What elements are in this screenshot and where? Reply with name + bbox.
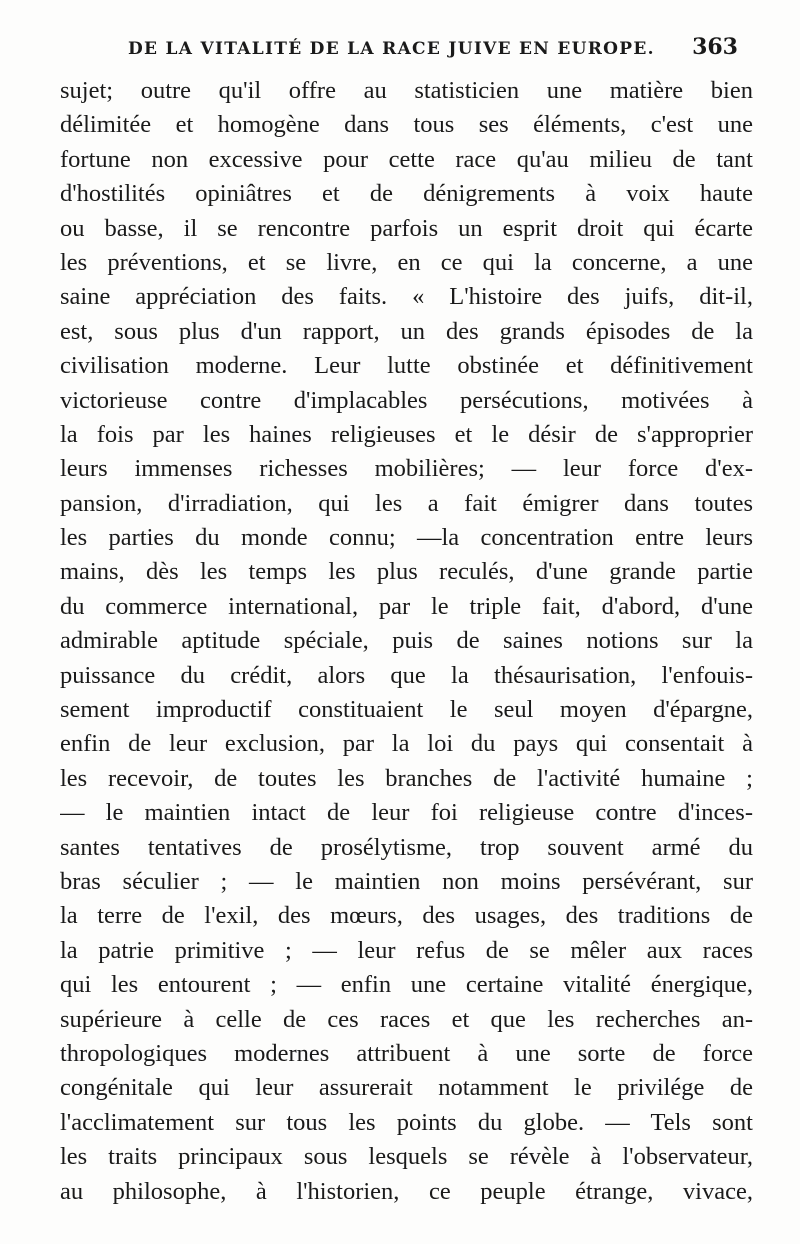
running-title: DE LA VITALITÉ DE LA RACE JUIVE EN EUROPE. (128, 39, 655, 59)
text-line: santes tentatives de prosélytisme, trop souvent armé du (60, 833, 753, 861)
text-line: ou basse, il se rencontre parfois un esprit droit qui écarte (60, 214, 753, 242)
text-line: puissance du crédit, alors que la thésaurisation, l'enfouis- (60, 661, 753, 689)
text-line: supérieure à celle de ces races et que les recherches an- (60, 1005, 753, 1033)
text-line: qui les entourent ; — enfin une certaine vitalité énergique, (60, 971, 753, 999)
text-line: les préventions, et se livre, en ce qui la concerne, a une (60, 248, 753, 276)
text-line: admirable aptitude spéciale, puis de saines notions sur la (60, 627, 753, 655)
text-line: sement improductif constituaient le seul moyen d'épargne, (60, 696, 753, 724)
text-line: victorieuse contre d'implacables persécutions, motivées à (60, 386, 753, 414)
text-line: leurs immenses richesses mobilières; — leur force d'ex- (60, 455, 753, 483)
text-line: sujet; outre qu'il offre au statisticien une matière bien (60, 77, 753, 104)
text-line: — le maintien intact de leur foi religieuse contre d'inces- (60, 799, 753, 827)
text-line: thropologiques modernes attribuent à une sorte de force (60, 1039, 753, 1067)
page-number: 363 (692, 34, 738, 60)
text-line: d'hostilités opiniâtres et de dénigrements à voix haute (60, 180, 753, 208)
text-line: bras séculier ; — le maintien non moins persévérant, sur (60, 867, 753, 895)
text-line: la terre de l'exil, des mœurs, des usages, des traditions de (60, 902, 753, 930)
text-line: les traits principaux sous lesquels se révèle à l'observateur, (60, 1143, 753, 1171)
text-line: la patrie primitive ; — leur refus de se mêler aux races (60, 936, 753, 964)
text-line: congénitale qui leur assurerait notamment le privilége de (60, 1074, 753, 1102)
text-line: les parties du monde connu; —la concentration entre leurs (60, 524, 753, 552)
text-line: du commerce international, par le triple fait, d'abord, d'une (60, 592, 753, 620)
text-line: au philosophe, à l'historien, ce peuple étrange, vivace, (60, 1177, 753, 1205)
text-line: les recevoir, de toutes les branches de l'activité humaine ; (60, 764, 753, 792)
text-line: mains, dès les temps les plus reculés, d'une grande partie (60, 558, 753, 586)
text-line: l'acclimatement sur tous les points du globe. — Tels sont (60, 1108, 753, 1136)
text-line: délimitée et homogène dans tous ses éléments, c'est une (60, 111, 753, 139)
text-line: est, sous plus d'un rapport, un des grands épisodes de la (60, 317, 753, 345)
text-line: fortune non excessive pour cette race qu'au milieu de tant (60, 145, 753, 173)
text-line: saine appréciation des faits. « L'histoire des juifs, dit-il, (60, 283, 753, 311)
text-line: civilisation moderne. Leur lutte obstinée et définitivement (60, 352, 753, 380)
text-line: pansion, d'irradiation, qui les a fait émigrer dans toutes (60, 489, 753, 517)
text-line: enfin de leur exclusion, par la loi du pays qui consentait à (60, 730, 753, 758)
running-header (60, 34, 738, 64)
body-text (60, 74, 753, 1209)
text-line: la fois par les haines religieuses et le désir de s'approprier (60, 420, 753, 448)
